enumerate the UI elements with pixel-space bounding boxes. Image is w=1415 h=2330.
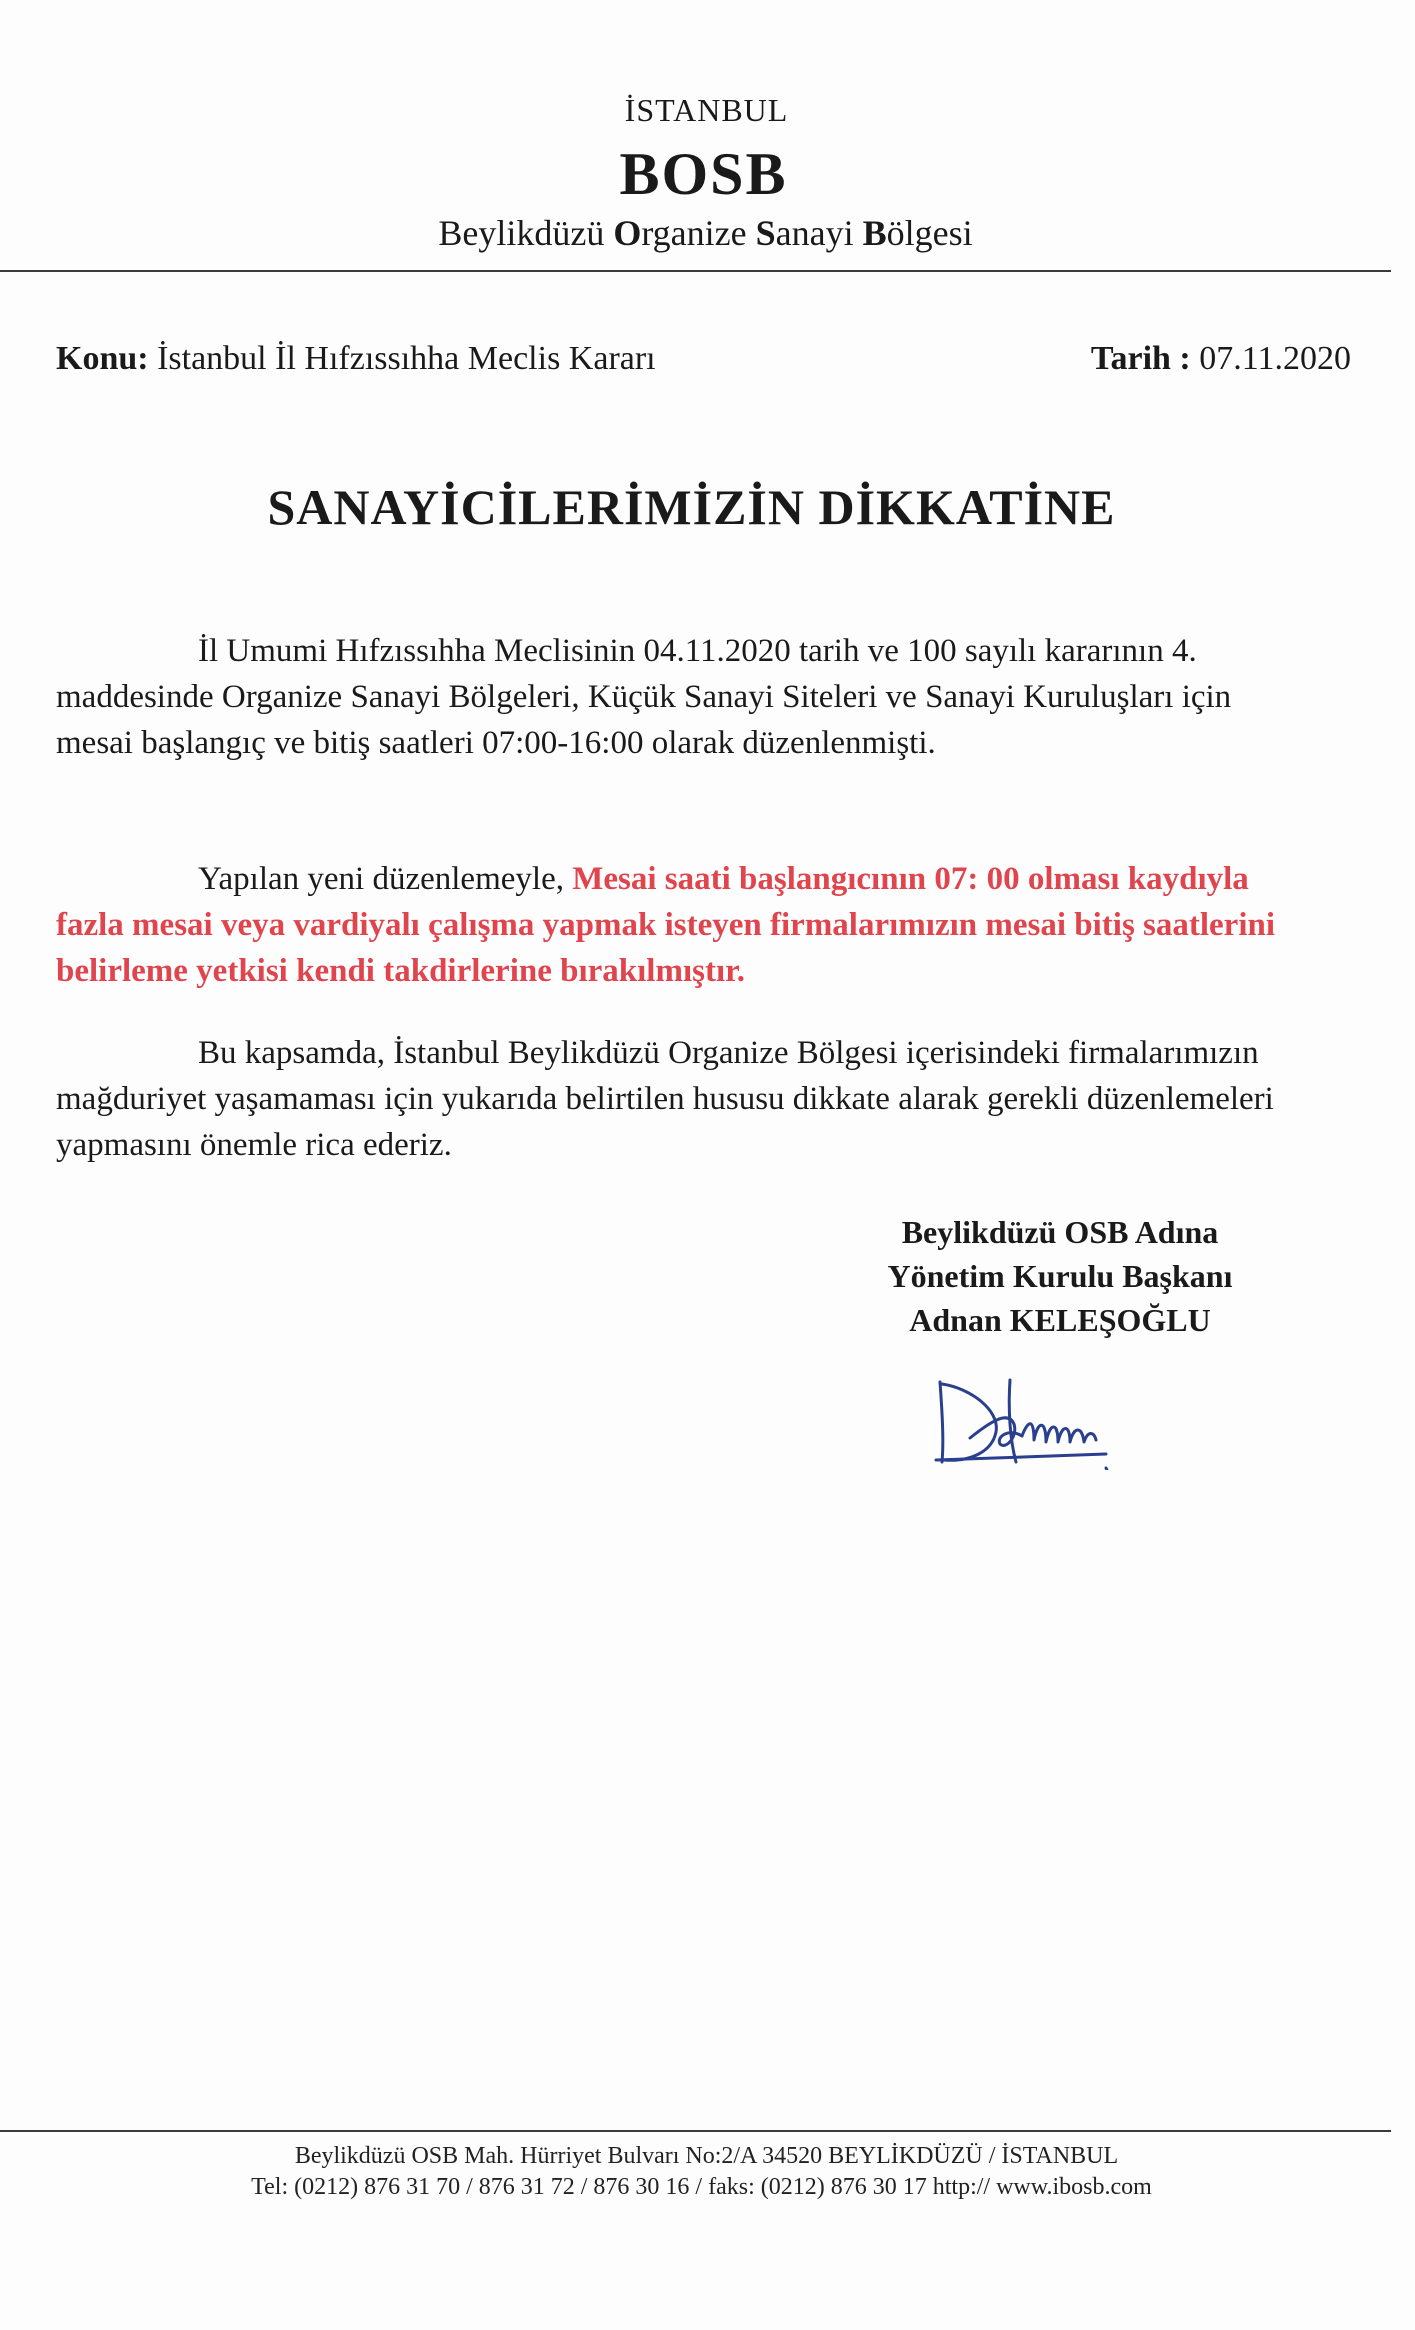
subject-line <box>56 340 656 378</box>
body-paragraph-2: Yapılan yeni düzenlemeyle, Mesai saati başlangıcının 07: 00 olması kaydıyla fazla mesai veya vardiyalı çalışma yapmak isteyen firmalarımızın mesai bitiş saatlerini belirleme yetkisi kendi takdirlerine bırakılmıştır. <box>56 861 1276 989</box>
body-paragraph-1: İl Umumi Hıfzıssıhha Meclisinin 04.11.2020 tarih ve 100 sayılı kararının 4. maddesinde Organize Sanayi Bölgeleri, Küçük Sanayi Siteleri ve Sanayi Kuruluşları için mesai başlangıç ve bitiş saatleri 07:00-16:00 olarak düzenlenmişti. <box>56 633 1232 761</box>
date-label: Tarih : <box>1090 340 1191 377</box>
signature-line-2: Yönetim Kurulu Başkanı <box>887 1258 1233 1294</box>
letterhead-brand: BOSB <box>619 141 788 207</box>
letterhead-full-name: Beylikdüzü Organize Sanayi Bölgesi <box>438 213 973 253</box>
footer-contact: Tel: (0212) 876 31 70 / 876 31 72 / 876 30 16 / faks: (0212) 876 30 17 http:// www.ibosb.com <box>251 2174 1152 2200</box>
date-line <box>1091 340 1351 378</box>
letterhead-city: İSTANBUL <box>624 92 789 128</box>
signature-line-1: Beylikdüzü OSB Adına <box>901 1214 1219 1250</box>
document-heading: SANAYİCİLERİMİZİN DİKKATİNE <box>267 479 1116 535</box>
header-divider <box>0 270 1391 272</box>
signature-name: Adnan KELEŞOĞLU <box>909 1302 1211 1338</box>
subject-label: Konu: <box>56 340 149 377</box>
handwritten-signature <box>930 1370 1180 1470</box>
signature-block <box>820 1210 1300 1342</box>
subject-text: İstanbul İl Hıfzıssıhha Meclis Kararı <box>157 340 656 377</box>
body-paragraph-3: Bu kapsamda, İstanbul Beylikdüzü Organize Bölgesi içerisindeki firmalarımızın mağduriyet yaşamaması için yukarıda belirtilen hususu dikkate alarak gerekli düzenlemeleri yapmasını önemle rica ederiz. <box>56 1035 1274 1163</box>
date-value: 07.11.2020 <box>1199 340 1351 377</box>
highlighted-notice: Mesai saati başlangıcının 07: 00 olması kaydıyla fazla mesai veya vardiyalı çalışma yapmak isteyen firmalarımızın mesai bitiş saatlerini belirleme yetkisi kendi takdirlerine bırakılmıştır. <box>56 861 1276 989</box>
footer-divider <box>0 2130 1391 2132</box>
footer-address: Beylikdüzü OSB Mah. Hürriyet Bulvarı No:2/A 34520 BEYLİKDÜZÜ / İSTANBUL <box>294 2143 1119 2169</box>
